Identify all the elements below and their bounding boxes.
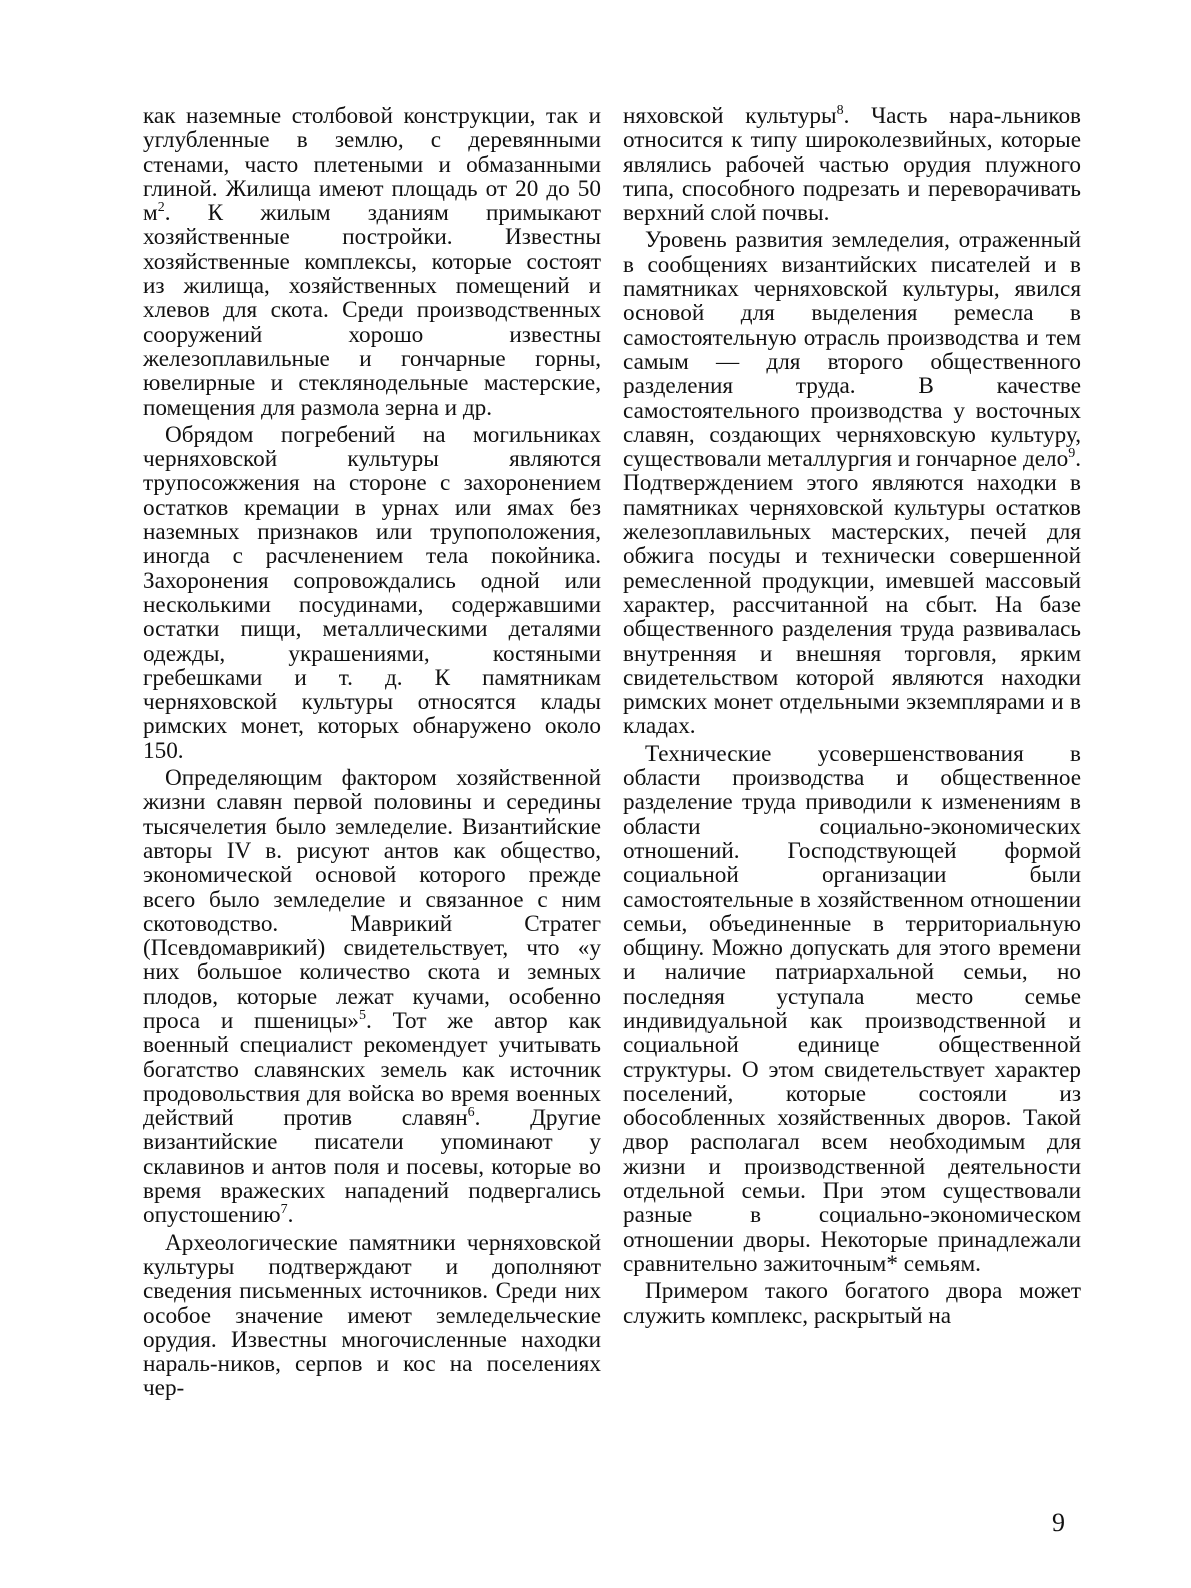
text-run: Археологические памятники черняховской культуры подтверждают и дополняют сведения письменных источников. Среди них особое значение имеют земледельческие орудия. Известны многочисленные находки нараль-ников, серпов и кос на поселениях чер- [143,1229,601,1402]
text-run: Технические усовершенствования в области производства и общественное разделение труда приводили к изменениям в области социально-экономических отношений. Господствующей формой социальной организации были самостоятельные в хозяйственном отношении семьи, объединенные в территориальную общину. Можно допускать для этого времени и наличие патриархальной семьи, но последняя уступала место семье индивидуальной как производственной и социальной единице общественной структуры. О этом свидетельствует характер поселений, которые состояли из обособленных хозяйственных дворов. Такой двор располагал всем необходимым для жизни и производственной деятельности отдельной семьи. При этом существовали разные в социально-экономическом отношении дворы. Некоторые принадлежали сравнительно зажиточным* семьям. [623,740,1081,1277]
text-run: няховской культуры [623,103,837,129]
text-run: Обрядом погребений на могильниках черняховской культуры являются трупосожжения на стороне с захоронением остатков кремации в урнах или ямах без наземных признаков или трупоположения, иногда с расчленением тела покойника. Захоронения сопровождались одной или несколькими посудинами, содержавшими остатки пищи, металлическими деталями одежды, украшениями, костяными гребешками и т. д. К памятникам черняховской культуры относятся клады римских монет, которых обнаружено около 150. [143,421,601,764]
right-paragraph-2 [623,228,1081,738]
text-run: как наземные столбовой конструкции, так и углубленные в землю, с деревянными стенами, часто плетеными и обмазанными глиной. Жилища имеют площадь от 20 до 50 м [143,103,601,227]
left-paragraph-4 [143,1231,601,1401]
footnote-ref-7: 7 [280,1202,288,1218]
text-run: Уровень развития земледелия, отраженный в сообщениях византийских писателей и в памятниках черняховской культуры, явился основой для выделения ремесла в самостоятельную отрасль производства и тем самым — для второго общественного разделения труда. В качестве самостоятельного производства у восточных славян, создающих черняховскую культуру, существовали металлургия и гончарное дело [623,227,1081,473]
footnote-ref-5: 5 [359,1007,367,1023]
text-run: . Часть нара-льников относится к типу широколезвийных, которые являлись рабочей частью орудия плужного типа, способного подрезать и переворачивать верхний слой почвы. [623,103,1081,227]
footnote-ref-8: 8 [836,103,844,118]
text-run: . Подтверждением этого являются находки в памятниках черняховской культуры остатков железоплавильных мастерских, печей для обжига посуды и технически совершенной ремесленной продукции, имевшей массовый характер, рассчитанной на сбыт. На базе общественного разделения труда развивалась внутренняя и внешняя торговля, ярким свидетельством которой являются находки римских монет отдельными экземплярами и в кладах. [623,446,1081,740]
page-number: 9 [1052,1508,1065,1537]
text-run: Примером такого богатого двора может служить комплекс, раскрытый на [623,1278,1081,1329]
right-paragraph-3 [623,742,1081,1277]
left-column [143,104,601,1404]
superscript: 2 [157,200,165,216]
left-paragraph-2 [143,423,601,763]
footnote-ref-9: 9 [1068,446,1076,462]
footnote-ref-6: 6 [467,1105,475,1121]
left-paragraph-3 [143,766,601,1228]
text-run: Определяющим фактором хозяйственной жизни славян первой половины и середины тысячелетия было земледелие. Византийские авторы IV в. рисуют антов как общество, экономической основой которого прежде всего было земледелие и связанное с ним скотоводство. Маврикий Стратег (Псевдомаврикий) свидетельствует, что «у них большое количество скота и земных плодов, которые лежат кучами, особенно проса и пшеницы» [143,765,601,1034]
text-run: . К жилым зданиям примыкают хозяйственные постройки. Известны хозяйственные комплексы, которые состоят из жилища, хозяйственных помещений и хлевов для скота. Среди производственных сооружений хорошо известны железоплавильные и гончарные горны, ювелирные и стеклянодельные мастерские, помещения для размола зерна и др. [143,200,601,421]
text-run: . Тот же автор как военный специалист рекомендует учитывать богатство славянских земель как источник продовольствия для войска во время военных действий против славян [143,1007,602,1132]
right-paragraph-1 [623,104,1081,225]
text-run: . [287,1202,294,1229]
right-column [623,104,1081,1331]
left-paragraph-1 [143,104,601,420]
right-paragraph-4 [623,1279,1081,1328]
text-run: . Другие византийские писатели упоминают у склавинов и антов поля и посевы, которые во время вражеских нападений подвергались опустошению [143,1105,601,1229]
